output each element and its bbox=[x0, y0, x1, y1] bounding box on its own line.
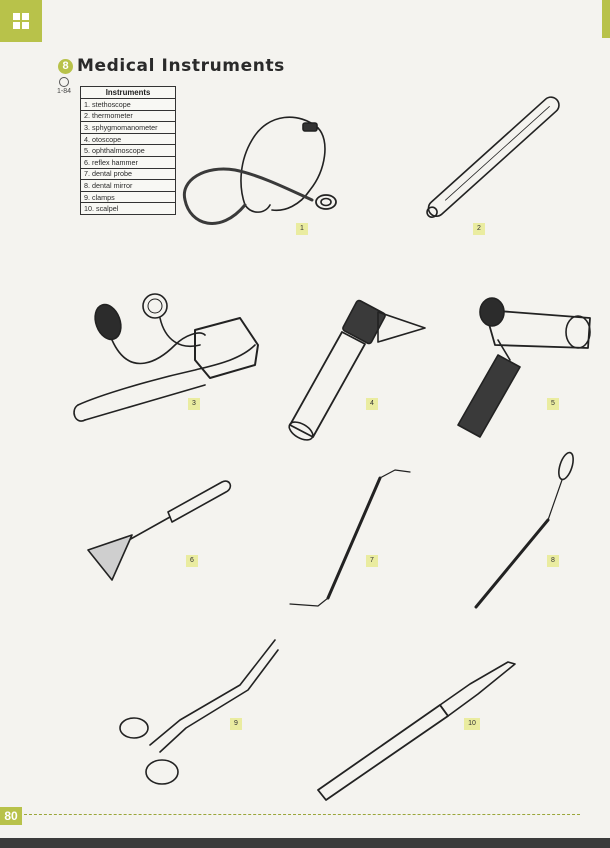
page-title: Medical Instruments bbox=[77, 56, 285, 76]
sphygmomanometer-illustration bbox=[74, 294, 258, 421]
table-row: 8. dental mirror bbox=[81, 180, 176, 192]
table-row: 1. stethoscope bbox=[81, 99, 176, 111]
table-row: 7. dental probe bbox=[81, 168, 176, 180]
figure-label-5: 5 bbox=[547, 398, 559, 410]
footer-divider bbox=[24, 814, 580, 815]
page-number: 80 bbox=[0, 807, 22, 825]
figure-label-7: 7 bbox=[366, 555, 378, 567]
table-row: 6. reflex hammer bbox=[81, 156, 176, 168]
thermometer-illustration bbox=[423, 94, 562, 222]
dental-mirror-illustration bbox=[476, 451, 576, 607]
table-row: 4. otoscope bbox=[81, 133, 176, 145]
figure-label-1: 1 bbox=[296, 223, 308, 235]
figure-label-4: 4 bbox=[366, 398, 378, 410]
figure-label-8: 8 bbox=[547, 555, 559, 567]
figure-label-9: 9 bbox=[230, 718, 242, 730]
figure-label-10: 10 bbox=[464, 718, 480, 730]
audio-track-number: 1-84 bbox=[57, 88, 72, 95]
table-row: 9. clamps bbox=[81, 191, 176, 203]
dental-probe-illustration bbox=[290, 470, 410, 606]
ophthalmoscope-illustration bbox=[458, 298, 590, 437]
table-row: 10. scalpel bbox=[81, 203, 176, 215]
figure-label-3: 3 bbox=[188, 398, 200, 410]
scalpel-illustration bbox=[318, 662, 515, 800]
clamps-illustration bbox=[120, 640, 278, 784]
figure-label-2: 2 bbox=[473, 223, 485, 235]
figure-label-6: 6 bbox=[186, 555, 198, 567]
otoscope-illustration bbox=[286, 299, 425, 443]
reflex-hammer-illustration bbox=[88, 481, 230, 580]
scan-bottom-edge bbox=[0, 838, 610, 848]
section-number-badge: 8 bbox=[58, 59, 73, 74]
table-row: 3. sphygmomanometer bbox=[81, 122, 176, 134]
table-row: 5. ophthalmoscope bbox=[81, 145, 176, 157]
stethoscope-illustration bbox=[184, 117, 336, 223]
table-row: 2. thermometer bbox=[81, 110, 176, 122]
table-heading: Instruments bbox=[81, 87, 176, 99]
